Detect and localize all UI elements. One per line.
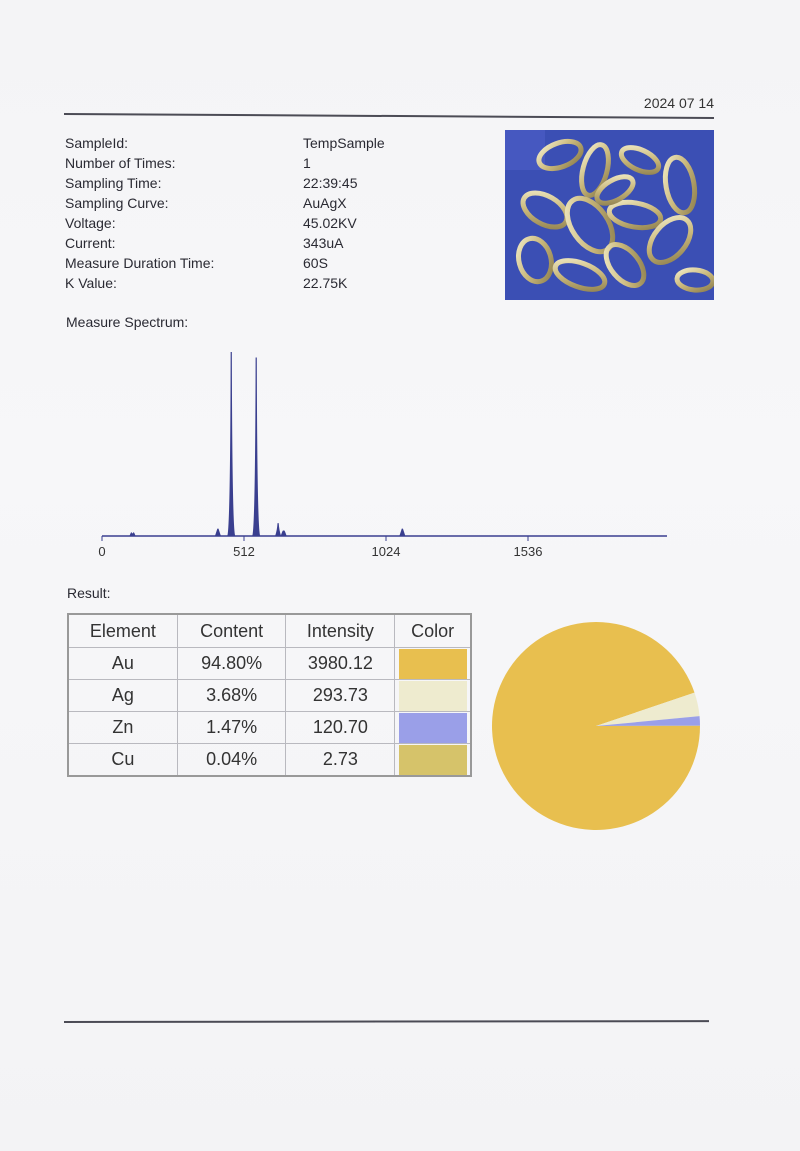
table-row (68, 680, 471, 712)
header-color: Color (395, 614, 471, 648)
spectrum-label: Measure Spectrum: (66, 314, 189, 330)
color-swatch (399, 745, 467, 775)
header-content: Content (177, 614, 286, 648)
info-row-sample-id (65, 133, 485, 153)
cell-content: 0.04% (177, 744, 286, 777)
sample-info (65, 133, 485, 293)
cell-color (395, 680, 471, 712)
info-label: Voltage: (65, 215, 116, 231)
spectrum-tick-label: 1536 (513, 544, 543, 559)
composition-pie-chart (490, 620, 702, 832)
top-divider (64, 113, 714, 119)
cell-element: Cu (68, 744, 177, 777)
cell-intensity: 120.70 (286, 712, 395, 744)
cell-element: Zn (68, 712, 177, 744)
spectrum-tick-label: 512 (233, 544, 255, 559)
cell-intensity: 3980.12 (286, 648, 395, 680)
info-value: 343uA (303, 235, 344, 251)
info-row-k-value (65, 273, 485, 293)
color-swatch (399, 713, 467, 743)
info-label: Sampling Time: (65, 175, 162, 191)
spectrum-chart (60, 340, 680, 570)
table-row (68, 712, 471, 744)
cell-content: 94.80% (177, 648, 286, 680)
sample-photo (505, 130, 714, 300)
info-row-number-of-times (65, 153, 485, 173)
info-row-sampling-curve (65, 193, 485, 213)
spectrum-peak (252, 358, 260, 536)
result-label: Result: (67, 585, 111, 601)
cell-content: 3.68% (177, 680, 286, 712)
cell-color (395, 648, 471, 680)
spectrum-peak (399, 529, 405, 536)
info-value: AuAgX (303, 195, 347, 211)
info-value: 22:39:45 (303, 175, 358, 191)
info-row-sampling-time (65, 173, 485, 193)
color-swatch (399, 681, 467, 711)
color-swatch (399, 649, 467, 679)
spectrum-tick-label: 0 (98, 544, 106, 559)
cell-color (395, 712, 471, 744)
info-value: 1 (303, 155, 311, 171)
info-label: Current: (65, 235, 116, 251)
info-label: Measure Duration Time: (65, 255, 215, 271)
spectrum-peak (275, 523, 281, 536)
cell-element: Au (68, 648, 177, 680)
header-intensity: Intensity (286, 614, 395, 648)
sample-photo-image (505, 130, 714, 300)
result-table (67, 613, 472, 777)
info-value: 60S (303, 255, 328, 271)
info-label: SampleId: (65, 135, 129, 151)
result-table-header (68, 614, 471, 648)
bottom-divider (64, 1020, 709, 1023)
report-date: 2024 07 14 (643, 95, 714, 111)
info-row-current (65, 233, 485, 253)
cell-content: 1.47% (177, 712, 286, 744)
header-element: Element (68, 614, 177, 648)
info-row-voltage (65, 213, 485, 233)
spectrum-peak (281, 530, 287, 536)
table-row (68, 744, 471, 777)
info-value: 45.02KV (303, 215, 357, 231)
table-row (68, 648, 471, 680)
spectrum-tick-label: 1024 (371, 544, 401, 559)
info-label: Number of Times: (65, 155, 176, 171)
cell-element: Ag (68, 680, 177, 712)
cell-color (395, 744, 471, 777)
info-value: TempSample (303, 135, 385, 151)
spectrum-peak (215, 529, 221, 536)
info-label: Sampling Curve: (65, 195, 169, 211)
info-label: K Value: (65, 275, 117, 291)
cell-intensity: 2.73 (286, 744, 395, 777)
spectrum-peak (227, 352, 235, 536)
info-value: 22.75K (303, 275, 348, 291)
cell-intensity: 293.73 (286, 680, 395, 712)
info-row-duration (65, 253, 485, 273)
